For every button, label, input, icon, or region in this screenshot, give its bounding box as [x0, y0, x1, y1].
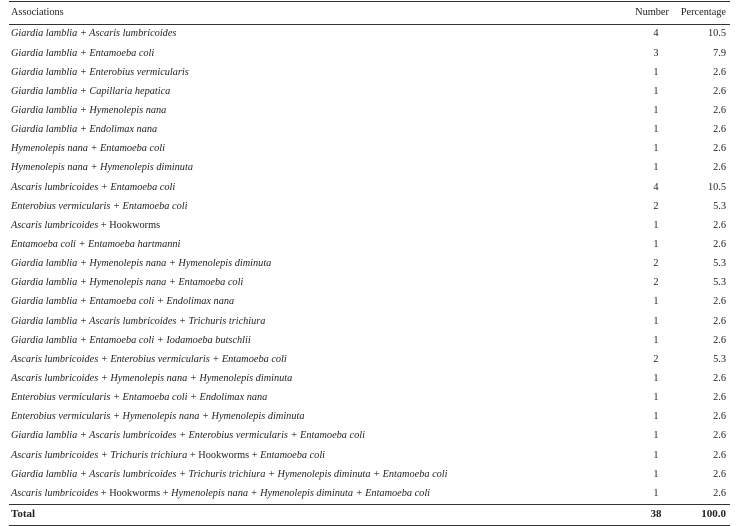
percentage-cell: 5.3 [713, 258, 726, 270]
number-cell: 4 [653, 181, 659, 193]
table-row [9, 255, 730, 274]
association-cell [9, 183, 601, 193]
table-row [9, 427, 730, 446]
association-segment: Giardia lamblia + Entamoeba coli + Endolimax nana [11, 297, 235, 308]
association-cell [9, 336, 601, 346]
table-body [9, 25, 730, 504]
number-cell: 1 [653, 296, 659, 308]
percentage-cell: 2.6 [713, 487, 726, 499]
number-cell: 3 [653, 47, 659, 59]
total-label: Total [11, 509, 36, 521]
association-cell [9, 68, 601, 78]
table-row [9, 197, 730, 216]
percentage-cell: 2.6 [713, 449, 726, 461]
table-row [9, 159, 730, 178]
association-segment: Enterobius vermicularis + Entamoeba coli [11, 201, 188, 212]
association-cell [9, 29, 601, 39]
table-row [9, 44, 730, 63]
association-segment: Giardia lamblia + Hymenolepis nana [11, 105, 167, 116]
association-segment: Giardia lamblia + Enterobius vermicularis [11, 67, 189, 78]
association-segment: Entamoeba coli [260, 450, 326, 461]
association-cell [9, 163, 601, 173]
number-cell: 1 [653, 392, 659, 404]
total-percentage: 100.0 [701, 508, 726, 521]
association-segment: Ascaris lumbricoides + Entamoeba coli [11, 182, 176, 193]
number-cell: 2 [653, 258, 659, 270]
percentage-cell: 2.6 [713, 85, 726, 97]
bottom-rule [9, 525, 730, 526]
table-row [9, 446, 730, 465]
association-segment: Ascaris lumbricoides + Hymenolepis nana + Hymenolepis diminuta [11, 373, 293, 384]
association-cell [9, 87, 601, 97]
table-row [9, 370, 730, 389]
table-row [9, 350, 730, 369]
number-cell: 1 [653, 449, 659, 461]
association-cell [9, 125, 601, 135]
table-row [9, 484, 730, 503]
association-cell [9, 278, 601, 288]
association-cell [9, 431, 601, 441]
association-cell [9, 489, 601, 499]
association-cell [9, 221, 601, 231]
number-cell: 1 [653, 315, 659, 327]
percentage-cell: 2.6 [713, 143, 726, 155]
table-row [9, 216, 730, 235]
association-cell [9, 451, 601, 461]
total-number: 38 [650, 508, 662, 521]
percentage-cell: 2.6 [713, 411, 726, 423]
association-segment: Giardia lamblia + Ascaris lumbricoides + Trichuris trichiura [11, 316, 266, 327]
association-segment: Giardia lamblia + Ascaris lumbricoides + Enterobius vermicularis + Entamoeba coli [11, 431, 365, 442]
association-segment: Giardia lamblia + Hymenolepis nana + Entamoeba coli [11, 278, 244, 289]
number-cell: 1 [653, 162, 659, 174]
association-segment: Giardia lamblia + Capillaria hepatica [11, 86, 171, 97]
association-segment: Ascaris lumbricoides + Trichuris trichiura [11, 450, 188, 461]
association-cell [9, 202, 601, 212]
association-segment: Enterobius vermicularis + Hymenolepis nana + Hymenolepis diminuta [11, 412, 305, 423]
association-segment: Enterobius vermicularis + Entamoeba coli + Endolimax nana [11, 393, 268, 404]
association-segment: Ascaris lumbricoides + Enterobius vermicularis + Entamoeba coli [11, 354, 287, 365]
association-cell [9, 144, 601, 154]
association-cell [9, 393, 601, 403]
header-number: Number [635, 6, 669, 18]
number-cell: 1 [653, 66, 659, 78]
association-segment: Entamoeba coli + Entamoeba hartmanni [11, 239, 181, 250]
association-cell [9, 259, 601, 269]
table-row [9, 274, 730, 293]
association-cell [9, 355, 601, 365]
association-cell [9, 470, 601, 480]
association-segment: Hymenolepis nana + Entamoeba coli [11, 144, 165, 155]
header-associations: Associations [11, 7, 64, 18]
table-row [9, 63, 730, 82]
header-percentage: Percentage [680, 6, 726, 18]
number-cell: 1 [653, 411, 659, 423]
total-row [9, 505, 730, 525]
table-row [9, 82, 730, 101]
association-segment: Giardia lamblia + Entamoeba coli [11, 48, 155, 59]
percentage-cell: 2.6 [713, 238, 726, 250]
number-cell: 2 [653, 277, 659, 289]
percentage-cell: 2.6 [713, 124, 726, 136]
association-cell [9, 374, 601, 384]
table-row [9, 389, 730, 408]
number-cell: 2 [653, 200, 659, 212]
association-segment: + Hookworms [98, 220, 161, 231]
association-cell [9, 240, 601, 250]
association-cell [9, 49, 601, 59]
number-cell: 1 [653, 219, 659, 231]
association-segment: Giardia lamblia + Endolimax nana [11, 125, 158, 136]
association-segment: Hymenolepis nana + Hymenolepis diminuta [11, 163, 193, 174]
percentage-cell: 2.6 [713, 162, 726, 174]
association-cell [9, 412, 601, 422]
table-header-row [9, 2, 730, 24]
percentage-cell: 2.6 [713, 219, 726, 231]
association-segment: Hymenolepis nana + Hymenolepis diminuta + Entamoeba coli [171, 488, 431, 499]
association-cell [9, 317, 601, 327]
number-cell: 1 [653, 487, 659, 499]
table-row [9, 102, 730, 121]
association-segment: + Hookworms + [187, 450, 261, 461]
percentage-cell: 2.6 [713, 104, 726, 116]
association-segment: Ascaris lumbricoides [11, 488, 99, 499]
percentage-cell: 5.3 [713, 200, 726, 212]
associations-table [9, 1, 730, 526]
table-row [9, 293, 730, 312]
association-cell [9, 297, 601, 307]
table-row [9, 121, 730, 140]
percentage-cell: 2.6 [713, 392, 726, 404]
percentage-cell: 2.6 [713, 430, 726, 442]
percentage-cell: 2.6 [713, 334, 726, 346]
table-row [9, 178, 730, 197]
association-segment: Giardia lamblia + Entamoeba coli + Iodamoeba butschlii [11, 335, 251, 346]
number-cell: 2 [653, 353, 659, 365]
percentage-cell: 2.6 [713, 296, 726, 308]
number-cell: 1 [653, 104, 659, 116]
number-cell: 1 [653, 85, 659, 97]
table-row [9, 140, 730, 159]
percentage-cell: 2.6 [713, 66, 726, 78]
percentage-cell: 10.5 [707, 28, 726, 40]
number-cell: 1 [653, 143, 659, 155]
percentage-cell: 10.5 [707, 181, 726, 193]
percentage-cell: 5.3 [713, 277, 726, 289]
table-row [9, 408, 730, 427]
number-cell: 1 [653, 430, 659, 442]
percentage-cell: 2.6 [713, 372, 726, 384]
number-cell: 1 [653, 238, 659, 250]
association-segment: Giardia lamblia + Ascaris lumbricoides + Trichuris trichiura + Hymenolepis diminuta + Entamoeba coli [11, 469, 448, 480]
table-row [9, 465, 730, 484]
percentage-cell: 2.6 [713, 468, 726, 480]
table-row [9, 331, 730, 350]
number-cell: 4 [653, 28, 659, 40]
percentage-cell: 7.9 [713, 47, 726, 59]
table-row [9, 236, 730, 255]
percentage-cell: 5.3 [713, 353, 726, 365]
association-segment: Giardia lamblia + Ascaris lumbricoides [11, 29, 177, 40]
association-cell [9, 106, 601, 116]
table-row [9, 25, 730, 44]
number-cell: 1 [653, 468, 659, 480]
number-cell: 1 [653, 334, 659, 346]
percentage-cell: 2.6 [713, 315, 726, 327]
number-cell: 1 [653, 124, 659, 136]
association-segment: Ascaris lumbricoides [11, 220, 99, 231]
association-segment: + Hookworms + [98, 488, 172, 499]
table-row [9, 312, 730, 331]
number-cell: 1 [653, 372, 659, 384]
association-segment: Giardia lamblia + Hymenolepis nana + Hymenolepis diminuta [11, 259, 272, 270]
